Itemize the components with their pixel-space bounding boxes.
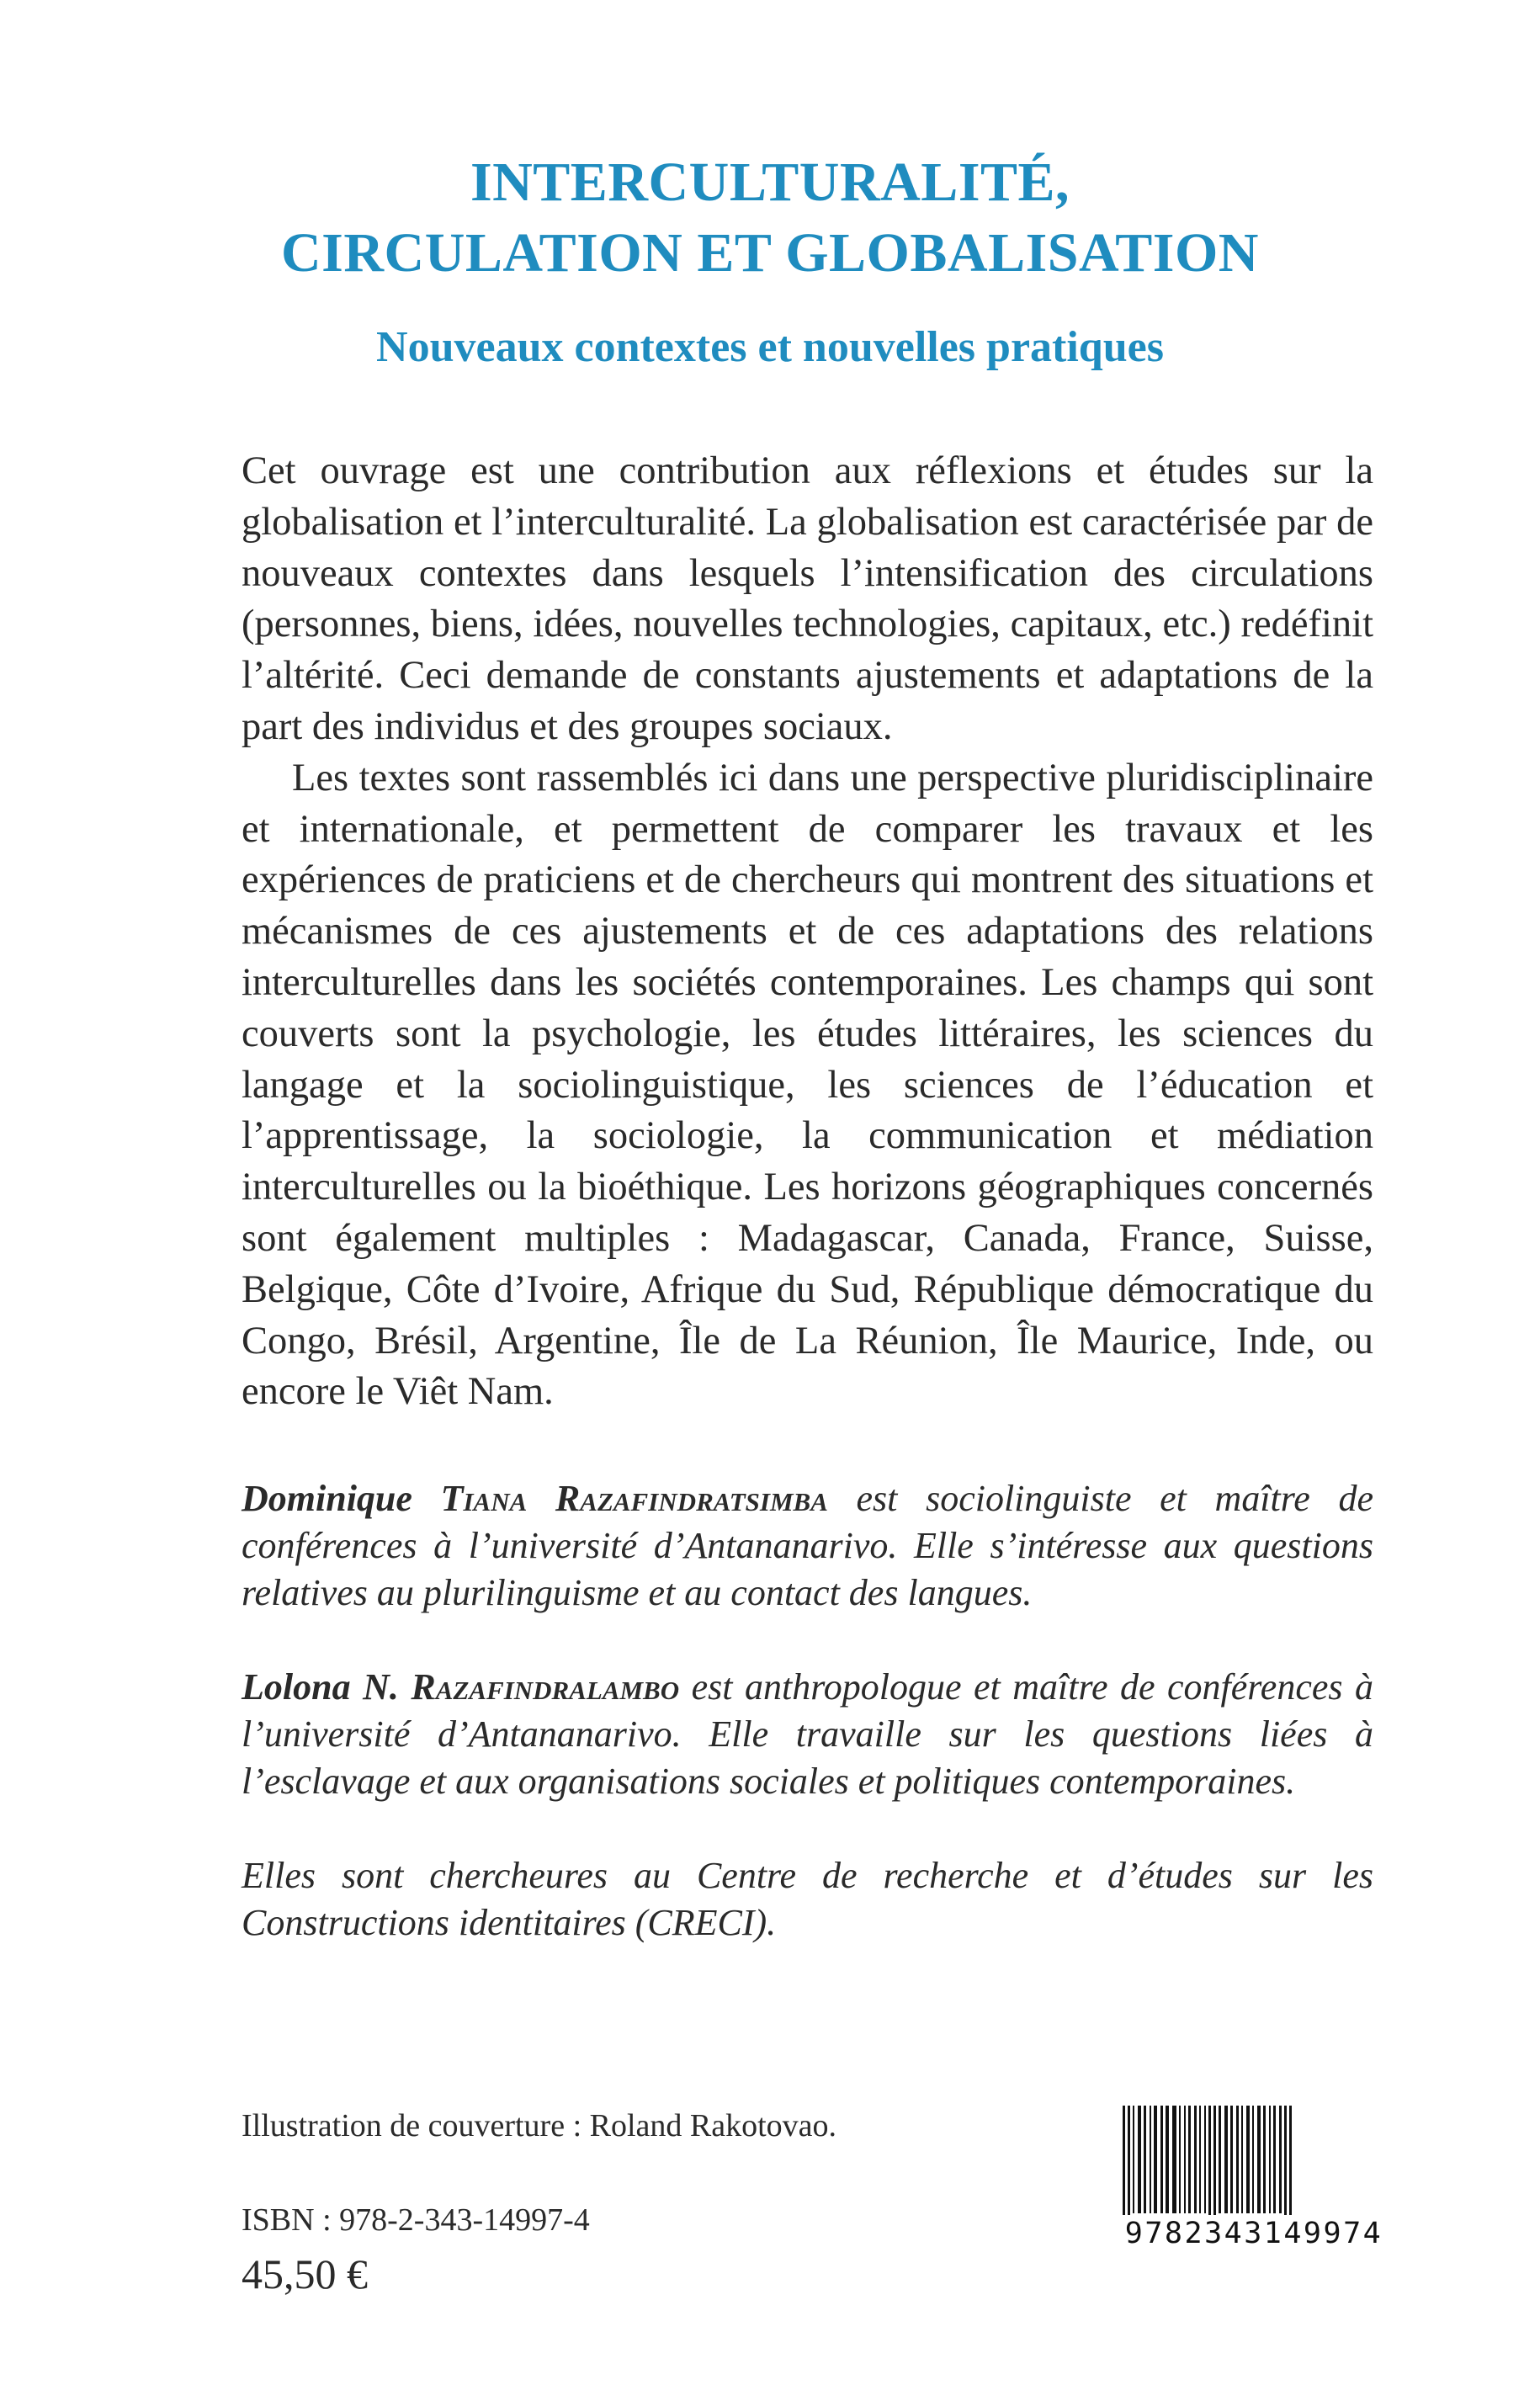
barcode-bar xyxy=(1154,2106,1157,2213)
barcode-bar xyxy=(1172,2106,1176,2213)
author-2-description: est anthropologue et maître de conférences à l’université d’Antananarivo. Elle travaille sur les questions liées à l’esclavage et aux organisations sociales et politiques contemporaines. xyxy=(242,1666,1374,1802)
barcode-bar xyxy=(1160,2106,1163,2213)
price: 45,50 € xyxy=(242,2250,368,2297)
author-2-first-name: Lolona N. xyxy=(242,1666,399,1708)
book-subtitle: Nouveaux contextes et nouvelles pratiques xyxy=(376,323,1164,371)
barcode-bar xyxy=(1284,2106,1287,2225)
barcode-bar xyxy=(1138,2106,1141,2213)
barcode-bar xyxy=(1204,2106,1206,2213)
barcode-digits: 9782343149974 xyxy=(1111,2215,1397,2252)
illustration-credit: Illustration de couverture : Roland Rakotovao. xyxy=(242,2108,837,2143)
author-1-description: est sociolinguiste et maître de conférences à l’université d’Antananarivo. Elle s’intéresse aux questions relatives au plurilinguisme et au contact des langues. xyxy=(242,1478,1373,1613)
author-2-surname: Razafindralambo xyxy=(411,1666,680,1708)
title-block xyxy=(0,147,1540,374)
author-bio-2 xyxy=(242,1664,1373,1805)
barcode-bar xyxy=(1219,2106,1221,2213)
blurb-paragraph-2: Les textes sont rassemblés ici dans une perspective pluridisciplinaire et internationale, et permettent de comparer les travaux et les expériences de praticiens et de chercheurs qui montrent des situations et mécanismes de ces ajustements et de ces adaptations des relations interculturelles dans les sociétés contemporaines. Les champs qui sont couverts sont la psychologie, les études littéraires, les sciences du langage et la sociolinguistique, les sciences de l’éducation et l’apprentissage, la sociologie, la communication et médiation interculturelles ou la bioéthique. Les horizons géographiques concernés sont également multiples : Madagascar, Canada, France, Suisse, Belgique, Côte d’Ivoire, Afrique du Sud, République démocratique du Congo, Brésil, Argentine, Île de La Réunion, Île Maurice, Inde, ou encore le Viêt Nam. xyxy=(242,756,1373,1414)
barcode-bar xyxy=(1246,2106,1250,2213)
barcode-bar xyxy=(1289,2106,1292,2225)
barcode-bar xyxy=(1150,2106,1151,2213)
barcode-bar xyxy=(1241,2106,1243,2213)
barcode-bar xyxy=(1257,2106,1261,2213)
barcode-bar xyxy=(1236,2106,1239,2213)
author-1-first-name: Dominique xyxy=(242,1478,412,1519)
authors-affiliation xyxy=(242,1852,1373,1947)
barcode-bar xyxy=(1230,2106,1233,2213)
barcode-bar xyxy=(1263,2106,1266,2213)
book-title-line-1: INTERCULTURALITÉ, xyxy=(470,151,1070,213)
barcode-bar xyxy=(1224,2106,1228,2213)
barcode-bar xyxy=(1133,2106,1134,2213)
affiliation-text: Elles sont chercheures au Centre de recherche et d’études sur les Constructions identitaires (CRECI). xyxy=(242,1855,1373,1943)
barcode-bar xyxy=(1208,2106,1211,2225)
barcode-bar xyxy=(1166,2106,1169,2213)
barcode-bar xyxy=(1144,2106,1146,2213)
barcode-bar xyxy=(1123,2106,1125,2225)
barcode-bar xyxy=(1279,2106,1282,2213)
author-bio-1 xyxy=(242,1475,1373,1617)
barcode-bar xyxy=(1199,2106,1201,2213)
blurb xyxy=(242,446,1373,1418)
barcode-bar xyxy=(1128,2106,1130,2225)
author-1-surname: Tiana Razafindratsimba xyxy=(440,1478,828,1519)
isbn: ISBN : 978-2-343-14997-4 xyxy=(242,2202,590,2238)
barcode-bar xyxy=(1184,2106,1186,2213)
barcode-bar xyxy=(1179,2106,1181,2213)
barcode-bar xyxy=(1194,2106,1197,2213)
barcode-bar xyxy=(1269,2106,1271,2213)
barcode-bar xyxy=(1213,2106,1216,2225)
blurb-paragraph-1: Cet ouvrage est une contribution aux réflexions et études sur la globalisation et l’interculturalité. La globalisation est caractérisée par de nouveaux contextes dans lesquels l’intensification des circulations (personnes, biens, idées, nouvelles technologies, capitaux, etc.) redéfinit l’altérité. Ceci demande de constants ajustements et adaptations de la part des individus et des groupes sociaux. xyxy=(242,449,1373,748)
barcode-bar xyxy=(1252,2106,1254,2213)
book-title-line-2: CIRCULATION ET GLOBALISATION xyxy=(281,222,1259,284)
barcode-bar xyxy=(1188,2106,1191,2213)
barcode-bar xyxy=(1273,2106,1276,2213)
